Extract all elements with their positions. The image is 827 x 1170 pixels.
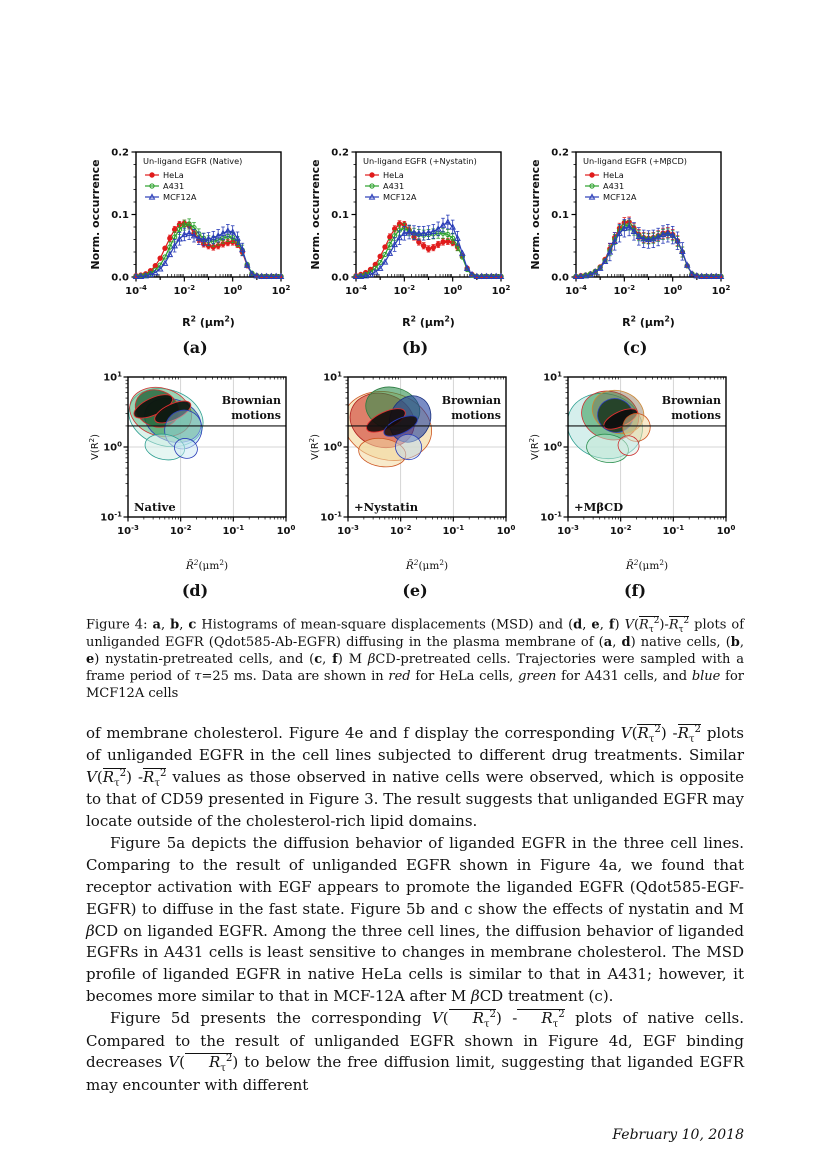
svg-text:Norm. occurrence: Norm. occurrence [309,159,322,270]
svg-text:R̄2​(μm2​): $R̄^2(\mu m^2)$ [405,558,449,572]
svg-text:101​: $10^1$ [103,370,122,384]
paragraph-1: of membrane cholesterol. Figure 4e and f display the corresponding $V(R_\tau^2)$ $-R_\tau^2$ plots of unliganded EGFR in the cell lines subjected to different drug treatments. Similar $V(R_\tau^2)$ $-R_\tau^2$ values as those observed in native cells were observed, which is opposite to that of CD59 presented in Figure 3. The result suggests that unliganded EGFR may locate outside of the cholesterol-rich lipid domains. [86,723,744,831]
svg-text:100​: $10^0$ [663,283,683,297]
paragraph-3: Figure 5d presents the corresponding V( $R_\tau^2) - R_\tau^2$ plots of native cells. Compared to the result of unliganded EGFR shown in Figure 4d, EGF binding decreases V( $R_\tau^2$) to below the free diffusion limit, suggesting that liganded EGFR may encounter with different [86,1009,744,1094]
svg-text:0.2: 0.2 [331,147,349,159]
svg-text:10-1​: $10^{-1}$ [442,523,465,537]
contour-native-chart [86,367,304,579]
figure-panel-d [86,367,304,604]
svg-text:0.0: 0.0 [331,272,349,284]
svg-text:100​: $10^0$ [543,440,562,454]
svg-text:Native: Native [134,500,176,514]
contour-mbcd-chart [526,367,744,579]
svg-text:V(R2​): $V(R^2)$ [87,433,101,461]
body-text [86,723,744,1097]
msd-histogram-nystatin-chart [306,140,524,336]
svg-text:motions: motions [451,408,501,422]
figure-row-msd-histograms [86,140,744,361]
svg-text:0.1: 0.1 [331,210,349,221]
svg-text:10-1​: $10^{-1}$ [540,510,562,524]
svg-text:Norm. occurrence: Norm. occurrence [529,159,542,270]
svg-text:102​: $10^2$ [491,283,511,297]
svg-text:MCF12A: MCF12A [383,192,417,202]
figure-panel-c [526,140,744,361]
svg-text:101​: $10^1$ [323,370,342,384]
panel-label-b: (b) [401,338,429,357]
svg-text:Un-ligand EGFR (+Nystatin): Un-ligand EGFR (+Nystatin) [363,156,477,166]
svg-text:10-2​: $10^{-2}$ [613,283,636,297]
svg-text:10-4​: $10^{-4}$ [565,283,587,297]
svg-text:0.1: 0.1 [111,210,129,221]
figure-panel-a [86,140,304,361]
svg-text:A431: A431 [603,181,625,191]
svg-text:10-2​: $10^{-2}$ [169,523,192,537]
contour-nystatin-chart [306,367,524,579]
figure-panel-e [306,367,524,604]
svg-text:R̄2​(μm2​): $R̄^2(\mu m^2)$ [185,558,229,572]
svg-text:Brownian: Brownian [441,393,501,407]
svg-text:10-2​: $10^{-2}$ [173,283,196,297]
svg-text:R2​ (μm2​): $R^2$ $(\mu m^2)$ [622,314,675,329]
svg-text:V(R2​): $V(R^2)$ [307,433,321,461]
paragraph-2: Figure 5a depicts the diffusion behavior of liganded EGFR in the three cell lines. Comparing to the result of unliganded EGFR shown in Figure 4a, we found that receptor activation with EGF appears to promote the liganded EGFR (Qdot585-EGF-EGFR) to diffuse in the fast state. Figure 5b and c show the effects of nystatin and M βCD on liganded EGFR. Among the three cell lines, the diffusion behavior of liganded EGFRs in A431 cells is least sensitive to changes in membrane cholesterol. The MSD profile of liganded EGFR in native HeLa cells is similar to that in A431; however, it becomes more similar to that in MCF-12A after M βCD treatment (c). [86,833,744,1006]
page-content [86,140,744,1143]
svg-text:10-1​: $10^{-1}$ [222,523,245,537]
svg-text:101​: $10^1$ [543,370,562,384]
svg-text:10-3​: $10^{-3}$ [557,523,579,537]
svg-text:100​: $10^0$ [496,523,516,537]
svg-text:10-3​: $10^{-3}$ [337,523,359,537]
svg-text:R2​ (μm2​): $R^2$ $(\mu m^2)$ [182,314,235,329]
svg-text:100​: $10^0$ [716,523,736,537]
figure-panel-b [306,140,524,361]
msd-histogram-mbcd-chart [526,140,744,336]
svg-text:Un-ligand EGFR (Native): Un-ligand EGFR (Native) [143,156,243,166]
svg-text:motions: motions [671,408,721,422]
figure-caption: Figure 4: a, b, c Histograms of mean-square displacements (MSD) and (d, e, f) $V(R_\tau^2)-R_\tau^2$ plots of unliganded EGFR (Qdot585-Ab-EGFR) diffusing in the plasma membrane of (a, d) native cells, (b, e) nystatin-pretreated cells, and (c, f) M βCD-pretreated cells. Trajectories were sampled with a frame period of τ=25 ms. Data are shown in red for HeLa cells, green for A431 cells, and blue for MCF12A cells [86,616,745,701]
svg-text:Un-ligand EGFR (+MβCD): Un-ligand EGFR (+MβCD) [583,156,687,166]
figure-panel-f [526,367,744,604]
date-line: February 10, 2018 [612,1126,744,1143]
svg-text:10-4​: $10^{-4}$ [345,283,367,297]
svg-text:0.1: 0.1 [551,210,569,221]
svg-text:10-1​: $10^{-1}$ [320,510,342,524]
msd-histogram-native-chart [86,140,304,336]
svg-text:10-2​: $10^{-2}$ [393,283,416,297]
svg-text:100​: $10^0$ [323,440,342,454]
svg-text:A431: A431 [163,181,185,191]
panel-label-a: (a) [182,338,208,357]
svg-text:HeLa: HeLa [383,170,404,180]
svg-text:motions: motions [231,408,281,422]
svg-text:+MβCD: +MβCD [574,500,624,514]
svg-text:HeLa: HeLa [163,170,184,180]
svg-text:R2​ (μm2​): $R^2$ $(\mu m^2)$ [402,314,455,329]
svg-text:102​: $10^2$ [711,283,731,297]
svg-text:0.0: 0.0 [551,272,569,284]
svg-text:100​: $10^0$ [223,283,243,297]
svg-text:100​: $10^0$ [103,440,122,454]
svg-text:0.2: 0.2 [551,147,569,159]
svg-text:10-3​: $10^{-3}$ [117,523,139,537]
svg-text:100​: $10^0$ [443,283,463,297]
svg-text:10-2​: $10^{-2}$ [389,523,412,537]
svg-text:0.2: 0.2 [111,147,129,159]
svg-text:V(R2​): $V(R^2)$ [527,433,541,461]
panel-label-d: (d) [181,581,209,600]
svg-text:Brownian: Brownian [661,393,721,407]
svg-text:HeLa: HeLa [603,170,624,180]
svg-text:10-4​: $10^{-4}$ [125,283,147,297]
svg-text:102​: $10^2$ [271,283,291,297]
svg-text:R̄2​(μm2​): $R̄^2(\mu m^2)$ [625,558,669,572]
svg-text:MCF12A: MCF12A [603,192,637,202]
panel-label-e: (e) [402,581,428,600]
panel-label-f: (f) [623,581,647,600]
svg-text:10-2​: $10^{-2}$ [609,523,632,537]
panel-label-c: (c) [622,338,648,357]
svg-text:A431: A431 [383,181,405,191]
svg-text:100​: $10^0$ [276,523,296,537]
svg-text:10-1​: $10^{-1}$ [100,510,122,524]
figure-row-contour-plots [86,367,744,604]
svg-text:Norm. occurrence: Norm. occurrence [89,159,102,270]
svg-text:10-1​: $10^{-1}$ [662,523,685,537]
svg-text:MCF12A: MCF12A [163,192,197,202]
svg-text:Brownian: Brownian [221,393,281,407]
svg-text:+Nystatin: +Nystatin [354,500,419,514]
svg-text:0.0: 0.0 [111,272,129,284]
